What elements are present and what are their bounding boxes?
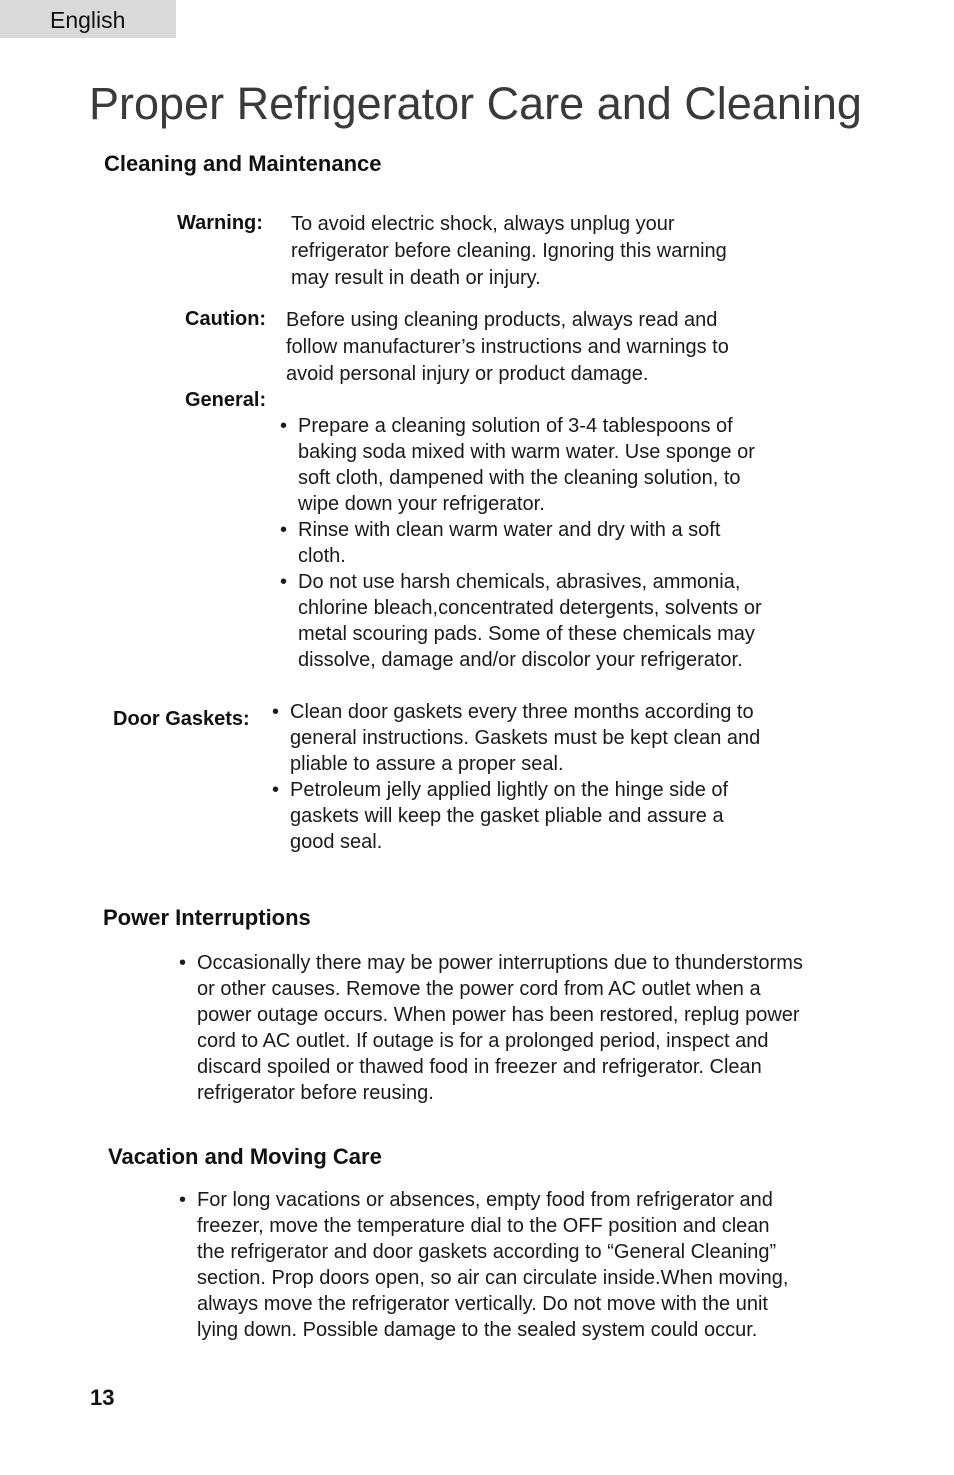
text-line: To avoid electric shock, always unplug your — [291, 213, 675, 235]
text-line: cloth. — [298, 545, 346, 567]
door-gaskets-label: Door Gaskets: — [113, 708, 250, 730]
list-item — [179, 950, 803, 1106]
bullet-icon: • — [179, 952, 187, 974]
text-line: baking soda mixed with warm water. Use sponge or — [298, 441, 755, 463]
language-tab: English — [0, 0, 176, 38]
list-item — [179, 1187, 788, 1343]
text-line: For long vacations or absences, empty food from refrigerator and — [197, 1189, 773, 1211]
text-line: refrigerator before reusing. — [197, 1082, 434, 1104]
text-line: avoid personal injury or product damage. — [286, 363, 649, 385]
section-heading-cleaning: Cleaning and Maintenance — [104, 151, 382, 176]
text-line: Rinse with clean warm water and dry with a soft — [298, 519, 721, 541]
text-line: general instructions. Gaskets must be kept clean and — [290, 727, 761, 749]
text-line: or other causes. Remove the power cord from AC outlet when a — [197, 978, 761, 1000]
text-line: Petroleum jelly applied lightly on the hinge side of — [290, 779, 729, 801]
text-line: always move the refrigerator vertically. Do not move with the unit — [197, 1293, 768, 1315]
page-title: Proper Refrigerator Care and Cleaning — [89, 78, 862, 129]
text-line: chlorine bleach,concentrated detergents, solvents or — [298, 597, 762, 619]
list-item — [280, 569, 762, 673]
bullet-icon: • — [280, 571, 288, 593]
text-line: dissolve, damage and/or discolor your refrigerator. — [298, 649, 743, 671]
list-item — [272, 699, 760, 777]
text-line: Do not use harsh chemicals, abrasives, ammonia, — [298, 571, 741, 593]
list-item — [280, 413, 762, 517]
text-line: gaskets will keep the gasket pliable and assure a — [290, 805, 724, 827]
text-line: freezer, move the temperature dial to the OFF position and clean — [197, 1215, 770, 1237]
text-line: section. Prop doors open, so air can circulate inside.When moving, — [197, 1267, 789, 1289]
warning-text — [291, 211, 727, 292]
text-line: follow manufacturer’s instructions and warnings to — [286, 336, 729, 358]
page-number: 13 — [90, 1385, 115, 1410]
bullet-icon: • — [272, 701, 280, 723]
text-line: Occasionally there may be power interruptions due to thunderstorms — [197, 952, 803, 974]
text-line: discard spoiled or thawed food in freezer and refrigerator. Clean — [197, 1056, 762, 1078]
text-line: Before using cleaning products, always read and — [286, 309, 718, 331]
section-heading-vacation: Vacation and Moving Care — [108, 1144, 382, 1169]
text-line: cord to AC outlet. If outage is for a prolonged period, inspect and — [197, 1030, 769, 1052]
caution-text — [286, 307, 729, 388]
bullet-icon: • — [280, 519, 288, 541]
bullet-icon: • — [272, 779, 280, 801]
general-label: General: — [185, 389, 267, 411]
vacation-bullet-list — [179, 1187, 788, 1343]
text-line: power outage occurs. When power has been restored, replug power — [197, 1004, 800, 1026]
list-item — [280, 517, 762, 569]
door-gaskets-bullet-list — [272, 699, 760, 855]
power-bullet-list — [179, 950, 803, 1106]
text-line: soft cloth, dampened with the cleaning solution, to — [298, 467, 741, 489]
text-line: pliable to assure a proper seal. — [290, 753, 564, 775]
caution-label: Caution: — [185, 308, 267, 330]
text-line: the refrigerator and door gaskets according to “General Cleaning” — [197, 1241, 777, 1263]
text-line: good seal. — [290, 831, 383, 853]
text-line: wipe down your refrigerator. — [298, 493, 545, 515]
text-line: may result in death or injury. — [291, 267, 541, 289]
text-line: lying down. Possible damage to the sealed system could occur. — [197, 1319, 758, 1341]
text-line: metal scouring pads. Some of these chemicals may — [298, 623, 755, 645]
text-line: Clean door gaskets every three months according to — [290, 701, 754, 723]
section-heading-power: Power Interruptions — [103, 905, 311, 930]
bullet-icon: • — [179, 1189, 187, 1211]
bullet-icon: • — [280, 415, 288, 437]
warning-label: Warning: — [177, 212, 263, 234]
general-bullet-list — [280, 413, 762, 673]
text-line: Prepare a cleaning solution of 3-4 tablespoons of — [298, 415, 733, 437]
text-line: refrigerator before cleaning. Ignoring this warning — [291, 240, 727, 262]
list-item — [272, 777, 760, 855]
